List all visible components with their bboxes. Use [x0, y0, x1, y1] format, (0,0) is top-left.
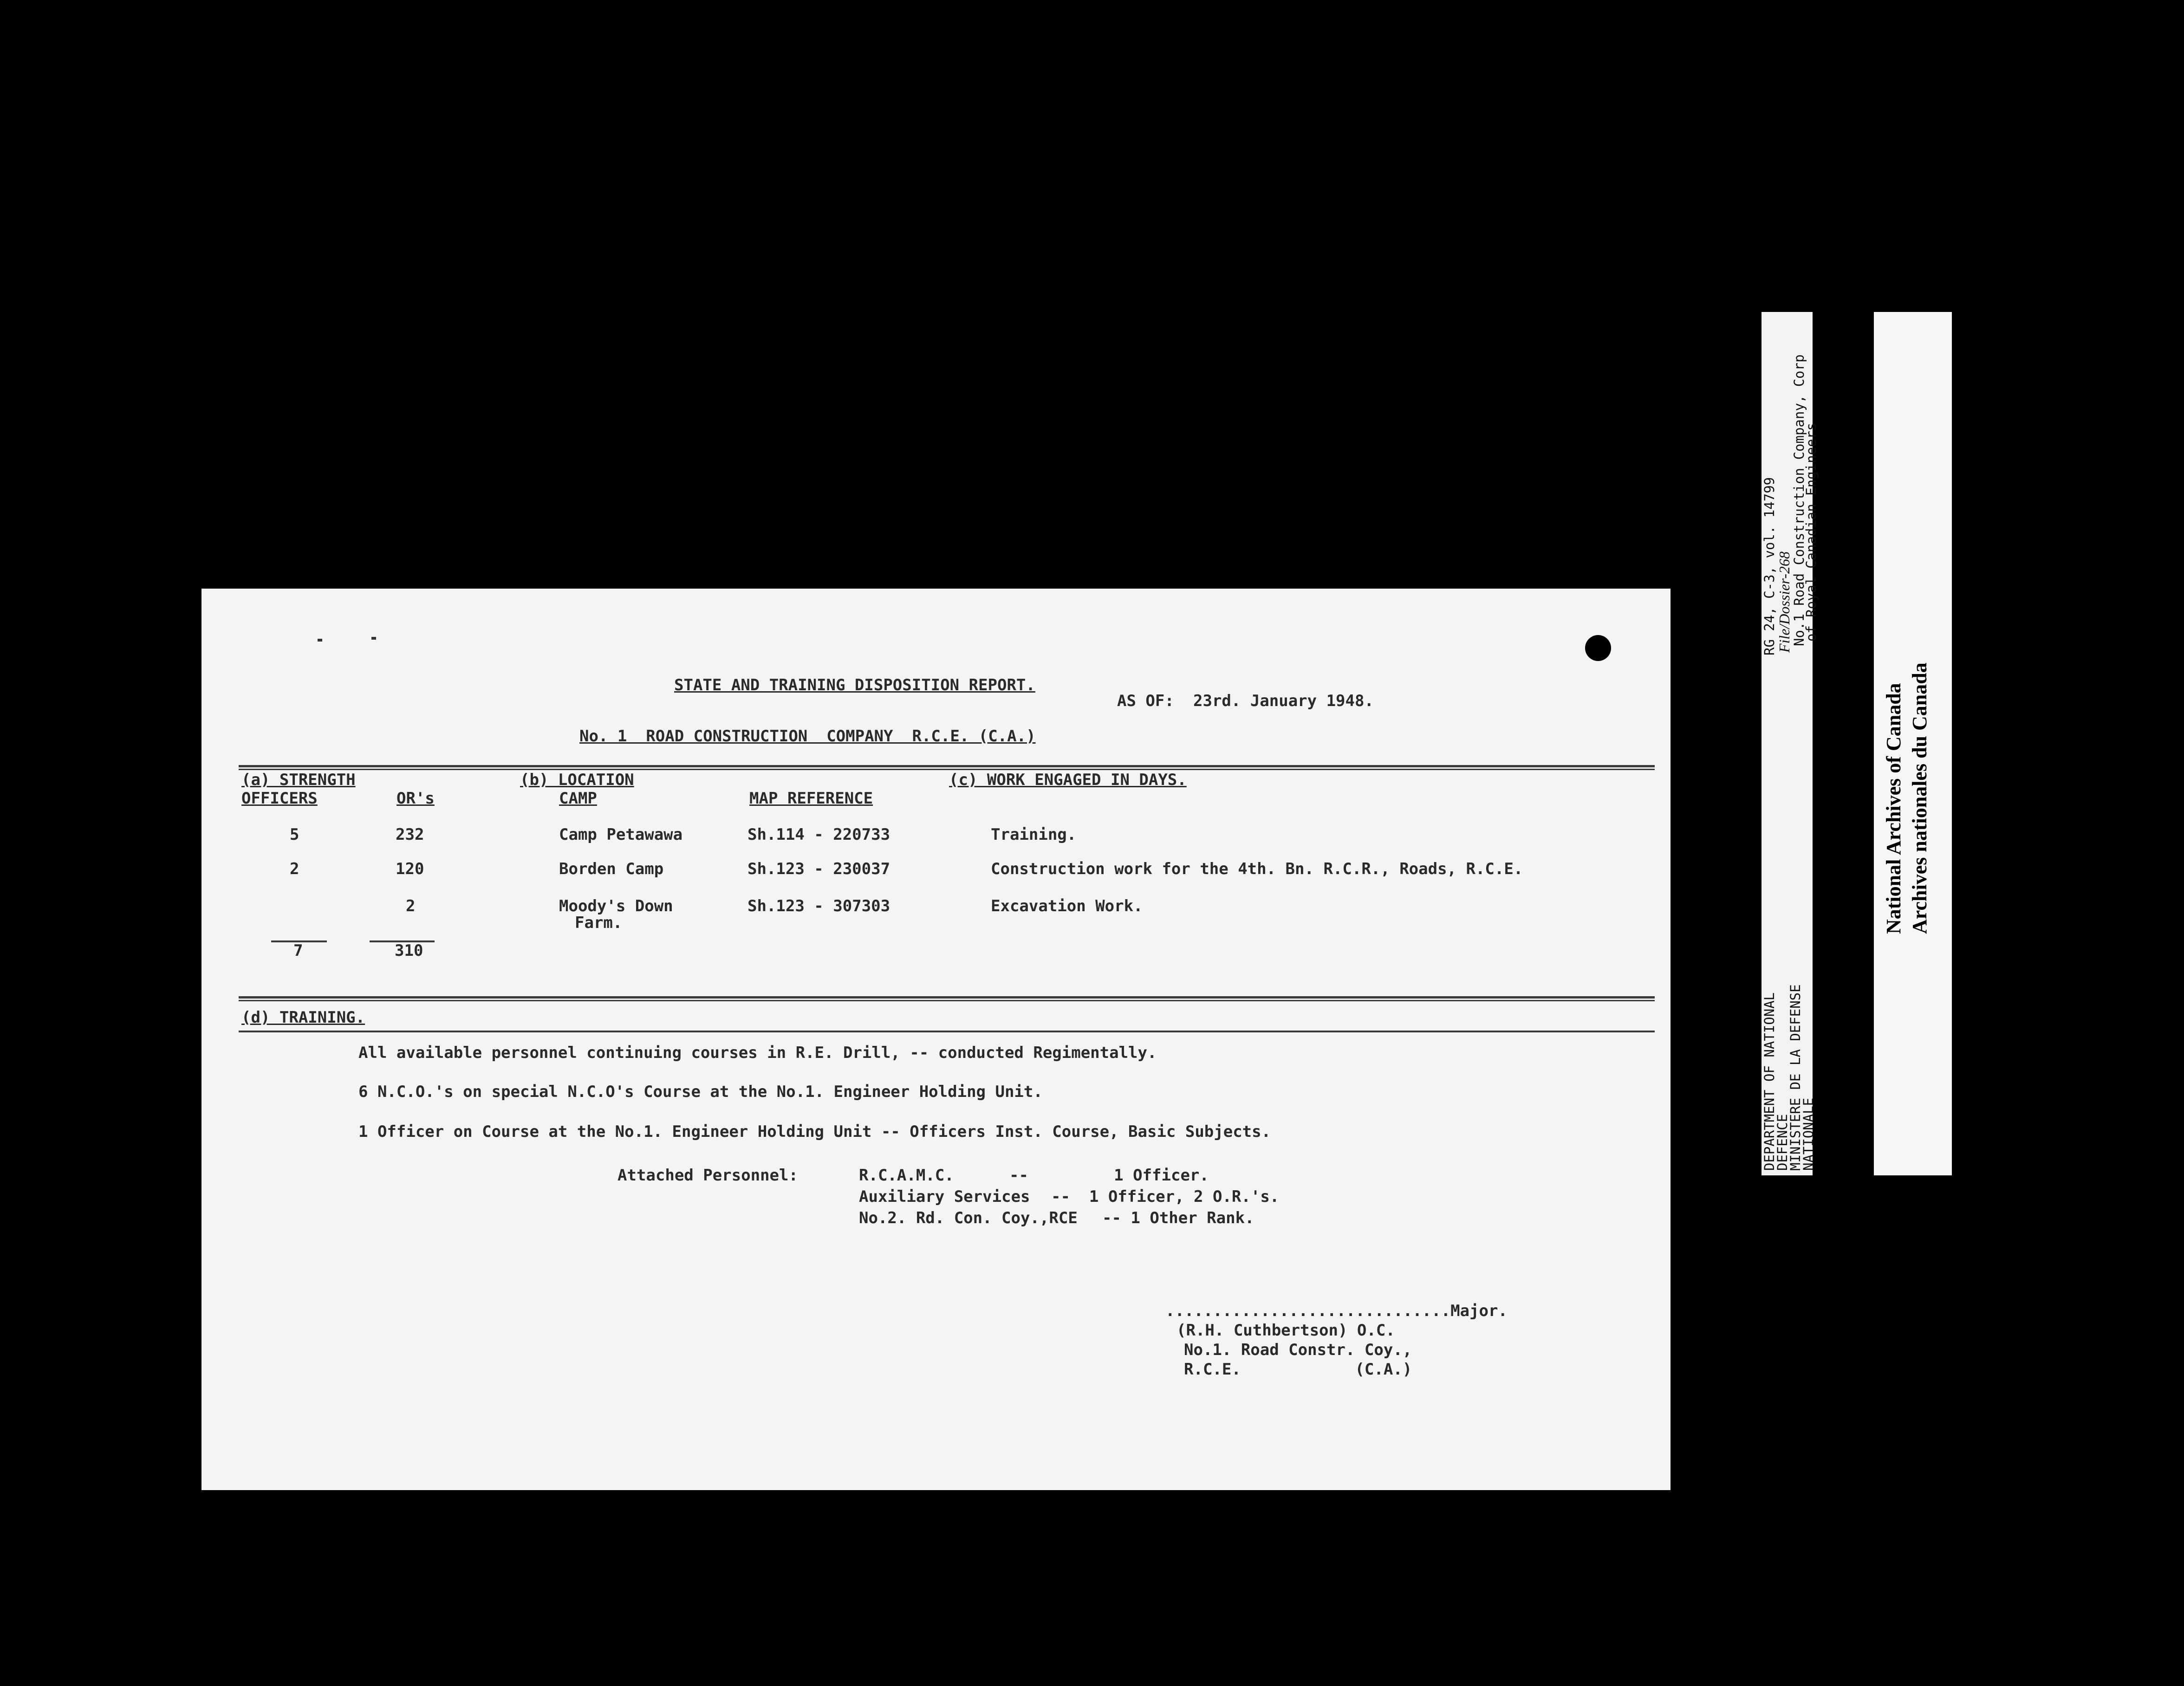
department-name: DEPARTMENT OF NATIONAL: [1762, 992, 1777, 1171]
archive-ref: RG 24, C-3, vol. 14799: [1762, 477, 1777, 655]
camp-value: Camp Petawawa: [559, 825, 683, 844]
stamp-french: Archives nationales du Canada: [1908, 662, 1931, 934]
document-page: [202, 589, 1670, 1490]
map-value: Sh.114 - 220733: [748, 825, 890, 844]
as-of-label: AS OF:: [1117, 692, 1174, 710]
camp-value-line2: Farm.: [575, 914, 623, 932]
department-name: NATIONALE: [1800, 1097, 1816, 1171]
training-line: All available personnel continuing courses in R.E. Drill, -- conducted Regimentally.: [358, 1044, 1157, 1062]
section-c-heading: (c) WORK ENGAGED IN DAYS.: [949, 771, 1187, 789]
map-value: Sh.123 - 307303: [748, 897, 890, 915]
rule: [239, 769, 1655, 770]
section-a-heading: (a) STRENGTH: [241, 771, 356, 789]
work-value: Construction work for the 4th. Bn. R.C.R., Roads, R.C.E.: [991, 860, 1523, 878]
ors-value: 120: [396, 860, 424, 878]
department-name: DEFENCE: [1774, 1114, 1790, 1171]
rule: [239, 1000, 1655, 1001]
rule: [239, 996, 1655, 999]
attached-detail: -- 1 Officer.: [1009, 1166, 1209, 1185]
signatory-name: (R.H. Cuthbertson) O.C.: [1176, 1321, 1395, 1340]
unit-heading: No. 1 ROAD CONSTRUCTION COMPANY R.C.E. (C.A.): [579, 727, 1036, 746]
rule: [239, 765, 1655, 767]
attached-unit: No.2. Rd. Con. Coy.,RCE: [859, 1209, 1078, 1227]
attached-unit: R.C.A.M.C.: [859, 1166, 954, 1185]
archive-title: No.1 Road Construction Company, Corp: [1791, 354, 1807, 646]
ors-value: 2: [406, 897, 416, 915]
stamp-english: National Archives of Canada: [1882, 683, 1905, 934]
signatory-unit: No.1. Road Constr. Coy.,: [1184, 1341, 1412, 1359]
training-line: 6 N.C.O.'s on special N.C.O's Course at the No.1. Engineer Holding Unit.: [358, 1083, 1043, 1101]
attached-detail: -- 1 Other Rank.: [1102, 1209, 1254, 1227]
archive-stamp: [1874, 312, 1952, 1175]
total-ors: 310: [395, 941, 423, 960]
speck: [318, 639, 322, 642]
attached-label: Attached Personnel:: [618, 1166, 798, 1185]
ors-value: 232: [396, 825, 424, 844]
label-divider: [1862, 312, 1874, 1175]
department-name: MINISTERE DE LA DEFENSE: [1788, 984, 1803, 1171]
attached-unit: Auxiliary Services: [859, 1187, 1030, 1206]
report-title: STATE AND TRAINING DISPOSITION REPORT.: [674, 676, 1035, 694]
camp-value: Borden Camp: [559, 860, 664, 878]
work-value: Excavation Work.: [991, 897, 1143, 915]
attached-detail: -- 1 Officer, 2 O.R.'s.: [1051, 1187, 1280, 1206]
camp-value: Moody's Down: [559, 897, 673, 915]
signature-line: ..............................Major.: [1165, 1302, 1508, 1320]
work-value: Training.: [991, 825, 1077, 844]
section-d-heading: (d) TRAINING.: [241, 1008, 365, 1027]
speck: [371, 637, 376, 640]
col-ors: OR's: [396, 789, 435, 808]
as-of-date: 23rd. January 1948.: [1193, 692, 1374, 710]
officers-value: 5: [290, 825, 299, 844]
col-map-reference: MAP REFERENCE: [749, 789, 873, 808]
rule: [239, 1031, 1655, 1032]
punch-hole: [1585, 635, 1611, 661]
signatory-corps: R.C.E. (C.A.): [1184, 1360, 1412, 1379]
map-value: Sh.123 - 230037: [748, 860, 890, 878]
archive-reference-label: [1762, 312, 1819, 1175]
col-camp: CAMP: [559, 789, 597, 808]
archive-file: File/Dossier-268: [1776, 551, 1793, 653]
col-officers: OFFICERS: [241, 789, 318, 808]
training-line: 1 Officer on Course at the No.1. Engineer Holding Unit -- Officers Inst. Course, Basic Subjects.: [358, 1122, 1271, 1141]
archive-title: of Royal Canadian Engineers: [1803, 422, 1819, 642]
total-officers: 7: [293, 941, 303, 960]
section-b-heading: (b) LOCATION: [520, 771, 634, 789]
officers-value: 2: [290, 860, 299, 878]
